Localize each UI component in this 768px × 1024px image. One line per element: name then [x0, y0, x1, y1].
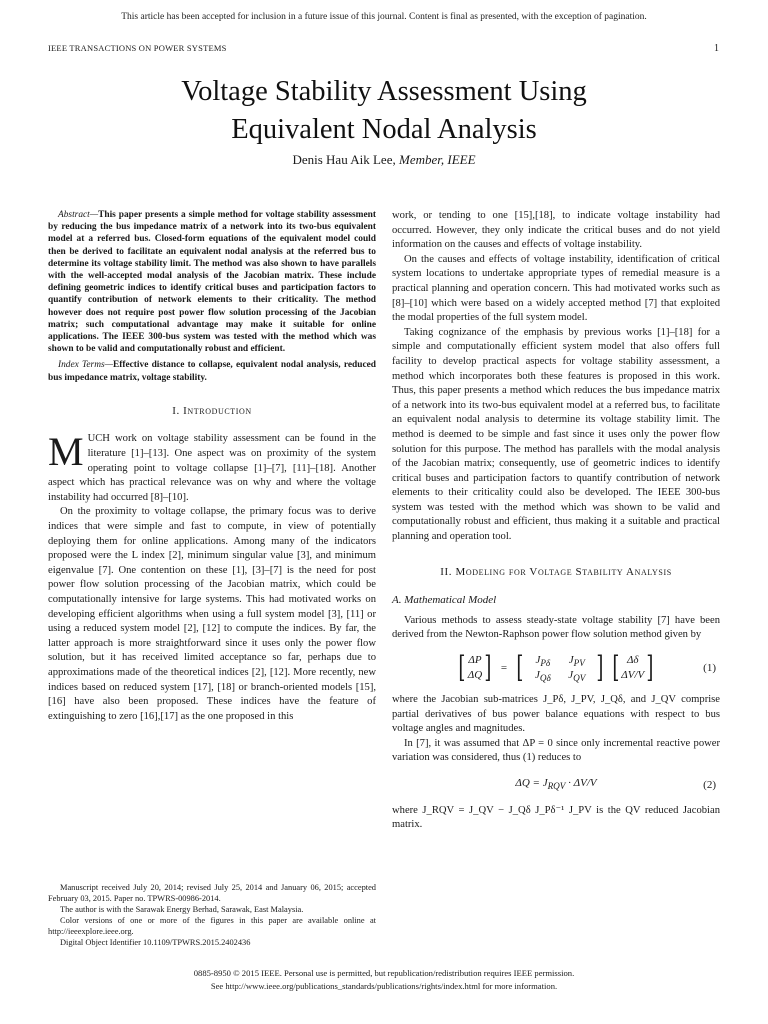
index-terms-text: Effective distance to collapse, equivalent nodal analysis, reduced bus impedance matrix, voltage stability. [48, 360, 376, 383]
equation-1: [ ΔP ΔQ ] = [ $J_{P\delta}$ $J_{PV}$ $J_{Q\delta}$ $J_{QV}$ ] [ Δδ ΔV/V ] (1) [392, 653, 720, 683]
section-heading-modeling: II. Modeling for Voltage Stability Analysis [440, 565, 672, 578]
eq1-j21: $J_{Q\delta}$ [534, 669, 551, 684]
eq1-lhs-bottom: ΔQ [467, 669, 483, 682]
model-paragraph-4: where J_RQV = J_QV − J_Qδ J_Pδ⁻¹ J_PV is the QV reduced Jacobian matrix. [392, 804, 720, 831]
eq1-lhs-top: ΔP [468, 654, 482, 667]
intro-paragraph-2-continued: work, or tending to one [15],[18], to indicate voltage instability had occurred. However, they only indicate the critical buses and do not yield information on the causes and effects of voltage instability. [392, 210, 720, 251]
eq1-rhs-bottom: ΔV/V [621, 669, 645, 682]
eq1-j12: $J_{PV}$ [568, 654, 585, 669]
model-paragraph-1: Various methods to assess steady-state voltage stability [7] have been derived from the Newton-Raphson power flow solution method given by [392, 614, 720, 641]
subsection-heading-mathematical-model: A. Mathematical Model [392, 594, 497, 607]
intro-paragraph-4: Taking cognizance of the emphasis by previous works [1]–[18] for a simple and computationally efficient system model that also offers full facility to develop practical aspects for voltage stability assessment, a method which incorporates both these features is proposed in this work. Thus, this paper presents a method which reduces the bus impedance matrix of a network into its two-bus equivalent model at a referred bus, to facilitate an equivalent nodal analysis to determine its voltage stability limit. The method is deemed to be simple and fast since it uses only the power flow solution for this purpose. The method has parallels with the modal analysis of the Jacobian matrix; consequently, use of geometric indices to identify critical buses and participation factors to quantify contribution of network elements to their criticality could also be developed. The IEEE 300-bus system was tested with the method which was shown to be valid and computationally robust and efficient, thus making it a suitable and practical planning and operation tool. [392, 326, 720, 543]
intro-paragraph-1-text: UCH work on voltage stability assessment can be found in the literature [1]–[13]. One aspect was on proximity of the system operating point to voltage collapse [1]–[7], [11]–[18]. Another aspect which has practical relevance was on why and where the voltage instability had occurred [8]–[10]. [48, 433, 376, 503]
eq1-rhs-vector: [ Δδ ΔV/V ] [611, 650, 654, 686]
page-number: 1 [714, 43, 719, 54]
copyright-line-2: See http://www.ieee.org/publications_standards/publications/rights/index.html for more information. [210, 981, 558, 991]
title-line-1: Voltage Stability Assessment Using [181, 76, 587, 107]
intro-paragraph-1 [48, 429, 376, 505]
footnote-color-versions: Color versions of one or more of the figures in this paper are available online at http://ieeexplore.ieee.org. [48, 916, 376, 936]
model-paragraph-2: where the Jacobian sub-matrices J_Pδ, J_PV, J_Qδ, and J_QV comprise partial derivatives of bus power balance equations with respect to bus voltage angles and magnitudes. [392, 694, 720, 735]
eq1-lhs-vector: [ ΔP ΔQ ] [458, 650, 492, 686]
title-line-2: Equivalent Nodal Analysis [231, 114, 537, 145]
intro-paragraph-3: On the causes and effects of voltage instability, identification of critical system locations to undertake appropriate types of remedial measure is a practical planning and operation concern. This had motivated works such as [8]–[10] which were based on a widely accepted method [7] that exploited the modal properties of the full system model. [392, 253, 720, 324]
author-membership: Member, IEEE [398, 152, 476, 167]
section-heading-introduction: I. Introduction [172, 404, 252, 417]
index-terms [48, 359, 376, 383]
eq1-j11: $J_{P\delta}$ [535, 654, 551, 669]
abstract-text: This paper presents a simple method for voltage stability assessment by reducing the bus impedance matrix of a network into its two-bus equivalent model at a referred bus. Closed-form equations of the equivalent model could then be derived to facilitate an equivalent nodal analysis at the referred bus to determine its voltage stability limit. The method was also shown to have parallels with the well-accepted modal analysis of the Jacobian matrix. These include defining geometric indices to identify critical buses and participation factors to quantify contribution of network elements to their criticality. The method however does not require post power flow solution processing of the Jacobian matrix; such computational advantage may make it suitable for online applications. The IEEE 300-bus system was tested with the method which was shown to be valid and computationally robust and efficient. [48, 210, 376, 355]
index-terms-label: Index Terms— [58, 360, 113, 371]
abstract [48, 209, 376, 355]
author-line [0, 152, 768, 168]
eq2-expression: $\Delta Q = J_{RQV} \cdot \Delta V/V$ [515, 777, 597, 792]
intro-paragraph-2: On the proximity to voltage collapse, the primary focus was to derive indices that were simple and fast to compute, in view of potentially deploying them for online applications. Among many of the indicators proposed were the L index [2], minimum singular value [3], and minimum eigenvalue [7]. One contention on these [1], [3]–[7] is the need for post power flow solution processing of the Jacobian matrix, which could be computationally intensive for large systems. This had motivated works on developing efficient algorithms when using a full system model [3], [11] or using a reduced system model [2], [12] to compute the indices. By far, the latter approach is more straightforward since it uses only the power flow solution, but it has received limited acceptance so far, perhaps due to approximations made of the theoretical indices [2], [12]. More recently, new indices based on reduced system [17], [18] or branch-oriented models [15], [16] have also been proposed. These indices have the feature of extinguishing to zero [16],[17] as the one proposed in this [48, 506, 376, 722]
equation-2 [392, 776, 720, 794]
footnote-affiliation: The author is with the Sarawak Energy Berhad, Sarawak, East Malaysia. [60, 905, 304, 914]
model-paragraph-3: In [7], it was assumed that ΔP = 0 since only incremental reactive power variation was considered, thus (1) reduces to [392, 737, 720, 764]
copyright-line-1: 0885-8950 © 2015 IEEE. Personal use is permitted, but republication/redistribution requires IEEE permission. [193, 968, 575, 978]
equation-2-number: (2) [703, 778, 716, 791]
first-page-footnote [48, 882, 376, 948]
eq1-j22: $J_{QV}$ [568, 669, 586, 684]
acceptance-notice: This article has been accepted for inclusion in a future issue of this journal. Content is final as presented, with the exception of pagination. [121, 12, 647, 22]
abstract-label: Abstract— [58, 210, 99, 220]
right-column [392, 209, 720, 833]
eq1-jacobian-matrix: [ $J_{P\delta}$ $J_{PV}$ $J_{Q\delta}$ $J_{QV}$ ] [516, 650, 604, 686]
footnote-doi: Digital Object Identifier 10.1109/TPWRS.2015.2402436 [60, 938, 251, 947]
paper-title [0, 73, 768, 149]
equation-1-number: (1) [703, 661, 716, 674]
dropcap-letter: M [48, 429, 84, 475]
journal-running-head: IEEE TRANSACTIONS ON POWER SYSTEMS [48, 43, 227, 53]
author-name: Denis Hau Aik Lee, [292, 152, 396, 167]
left-column [48, 209, 376, 724]
footnote-manuscript-dates: Manuscript received July 20, 2014; revised July 25, 2014 and January 06, 2015; accepted February 03, 2015. Paper no. TPWRS-00986-2014. [48, 883, 376, 903]
copyright-notice [0, 967, 768, 993]
eq1-rhs-top: Δδ [626, 654, 639, 667]
